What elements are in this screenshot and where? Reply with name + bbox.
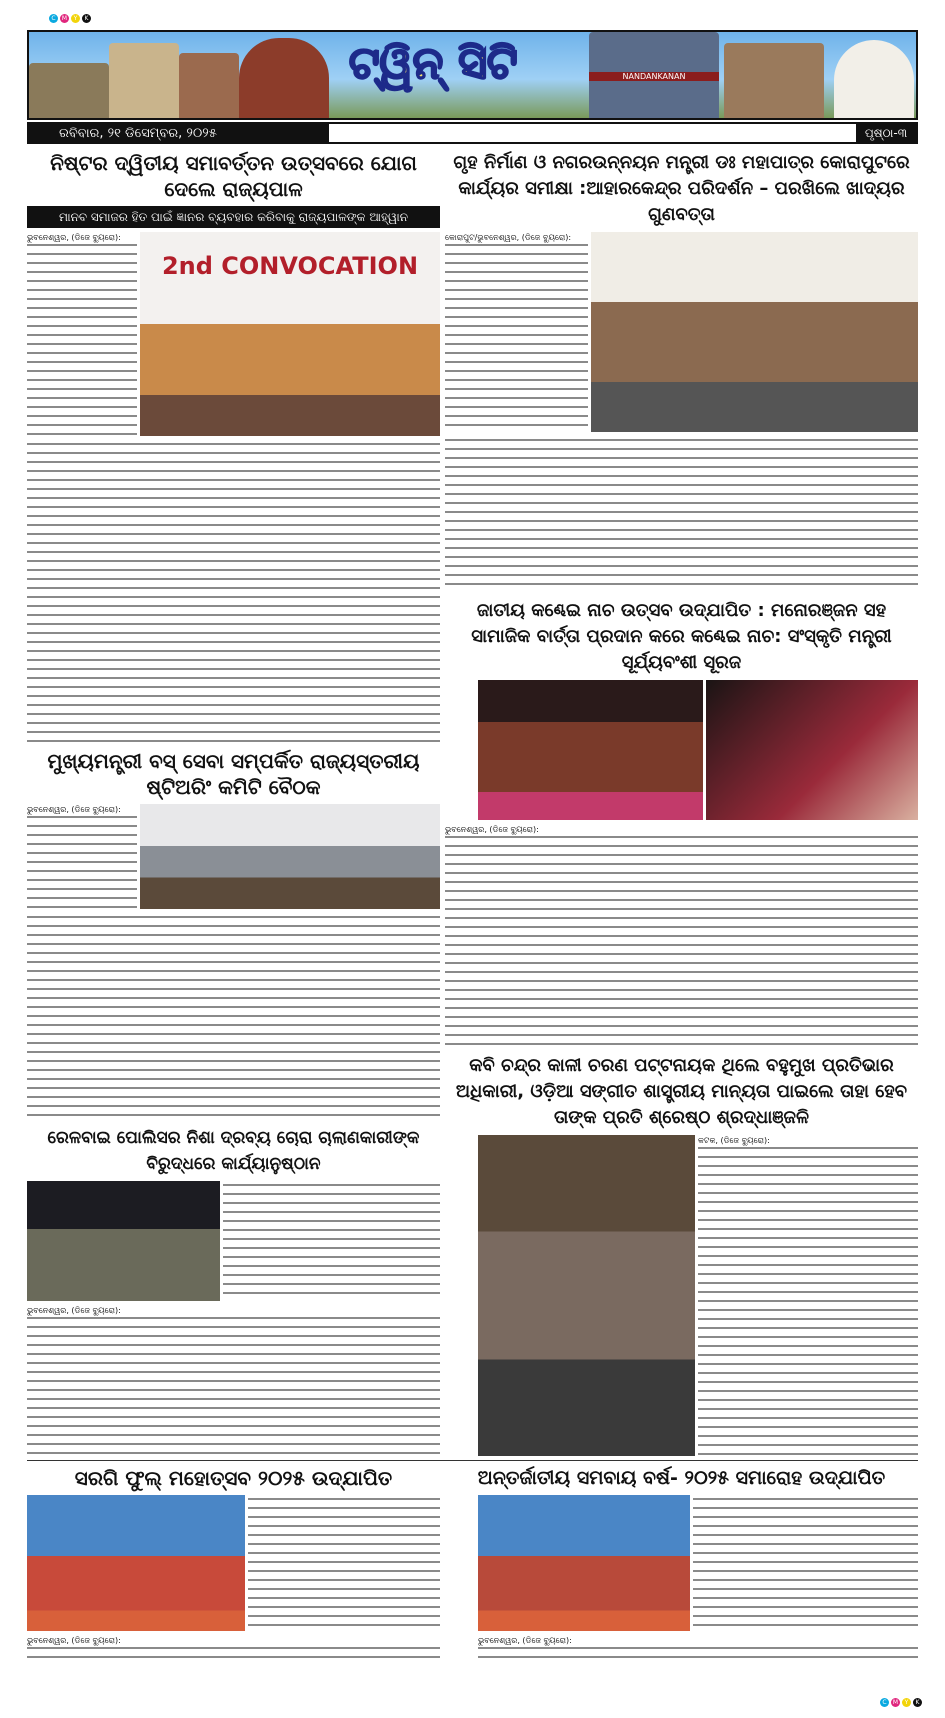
magenta-mark: M <box>892 1699 899 1706</box>
jagannath-temple-photo <box>239 38 329 118</box>
article-text <box>698 1135 918 1456</box>
headline: ମୁଖ୍ୟମନ୍ତ୍ରୀ ବସ୍ ସେବା ସମ୍ପର୍କିତ ରାଜ୍ୟସ୍ତରୀୟ ଷ୍ଟିଅରିଂ କମିଟି ବୈଠକ <box>47 749 420 799</box>
tribute-event-photo <box>478 1135 695 1456</box>
masthead-banner <box>27 30 918 120</box>
railway-police-photo <box>27 1181 220 1301</box>
black-mark: K <box>82 14 91 23</box>
dateline: ଭୁବନେଶ୍ୱର, (ଡିଜେ ବ୍ୟୁରୋ): <box>27 804 137 815</box>
article-text <box>223 1181 440 1301</box>
article-saragi-festival <box>27 1465 440 1665</box>
dateline: ଭୁବନେଶ୍ୱର, (ଡିଜେ ବ୍ୟୁରୋ): <box>478 1635 918 1646</box>
article-text <box>27 440 440 743</box>
shanti-stupa-photo <box>834 40 914 118</box>
dateline: ଭୁବନେଶ୍ୱର, (ଡିଜେ ବ୍ୟୁରୋ): <box>445 824 918 835</box>
article-puppet-festival <box>445 598 918 1048</box>
photo-caption-text: 2nd CONVOCATION <box>161 252 419 280</box>
article-text <box>445 436 918 592</box>
nandankanan-sign: NANDANKANAN <box>589 72 719 81</box>
article-convocation <box>27 150 440 743</box>
article-text <box>478 1635 918 1665</box>
date-bar <box>27 122 918 144</box>
article-text <box>248 1495 440 1631</box>
print-registration-marks-bottom <box>880 1698 922 1707</box>
article-text <box>445 824 918 1048</box>
article-cooperative-year <box>445 1465 918 1665</box>
masthead-title: ଟ୍ୱିନ୍ ସିଟି <box>349 38 518 89</box>
headline: ଜାତୀୟ କଣ୍ଢେଇ ନାଚ ଉତ୍ସବ ଉଦ୍ଯାପିତ : ମନୋରଞ୍ଜନ ସହ ସାମାଜିକ ବାର୍ତ୍ତା ପ୍ରଦାନ କରେ କଣ୍ଢେଇ ନାଚ: ସଂସ୍କୃତି ମନ୍ତ୍ରୀ ସୂର୍ଯ୍ୟବଂଶୀ ସୂରଜ <box>471 600 892 673</box>
article-text <box>27 804 137 909</box>
article-minister-koraput <box>445 150 918 592</box>
dateline: ଭୁବନେଶ୍ୱର, (ଡିଜେ ବ୍ୟୁରୋ): <box>27 232 137 243</box>
cooperative-year-photo <box>478 1495 690 1631</box>
headline: ସରଗି ଫୁଲ୍ ମହୋତ୍ସବ ୨୦୨୫ ଉଦ୍ଯାପିତ <box>74 1466 393 1490</box>
divider <box>27 1460 918 1461</box>
article-text <box>27 232 137 436</box>
dateline: କୋରାପୁଟ/ଭୁବନେଶ୍ୱର, (ଡିଜେ ବ୍ୟୁରୋ): <box>445 232 588 243</box>
lingaraj-temple-photo <box>724 43 824 118</box>
cyan-mark: C <box>880 1698 889 1707</box>
headline: କବି ଚନ୍ଦ୍ର କାଳୀ ଚରଣ ପଟ୍ଟନାୟକ ଥିଲେ ବହୁମୁଖ ପ୍ରତିଭାର ଅଧିକାରୀ, ଓଡ଼ିଆ ସଙ୍ଗୀତ ଶାସ୍ତ୍ରୀୟ ମାନ୍ୟତା ପାଇଲେ ତାହା ହେବ ତାଙ୍କ ପ୍ରତି ଶ୍ରେଷ୍ଠ ଶ୍ରଦ୍ଧାଞ୍ଜଳି <box>455 1055 908 1128</box>
headline: ନିଷ୍ଟର ଦ୍ୱିତୀୟ ସମାବର୍ତ୍ତନ ଉତ୍ସବରେ ଯୋଗ ଦେଲେ ରାଜ୍ୟପାଳ <box>50 151 417 201</box>
article-text <box>27 1305 440 1456</box>
fort-photo <box>29 63 109 118</box>
article-text <box>27 913 440 1120</box>
yellow-mark: Y <box>902 1698 911 1707</box>
headline: ଗୃହ ନିର୍ମାଣ ଓ ନଗରଉନ୍ନୟନ ମନ୍ତ୍ରୀ ଡଃ ମହାପାତ୍ର କୋରାପୁଟରେ କାର୍ଯ୍ୟର ସମୀକ୍ଷା :ଆହାରକେନ୍ଦ୍ର ପରିଦର୍ଶନ – ପରଖିଲେ ଖାଦ୍ୟର ଗୁଣବତ୍ତା <box>453 152 910 225</box>
yellow-mark: Y <box>71 14 80 23</box>
headline: ରେଳବାଇ ପୋଲିସର ନିଶା ଦ୍ରବ୍ୟ ଚୋରା ଚାଲାଣକାରୀଙ୍କ ବିରୁଦ୍ଧରେ କାର୍ଯ୍ୟାନୁଷ୍ଠାନ <box>47 1128 420 1174</box>
article-bus-service-meeting <box>27 748 440 1120</box>
convocation-photo <box>140 232 440 436</box>
black-mark: K <box>913 1698 922 1707</box>
cyan-mark: C <box>49 14 58 23</box>
dateline: କଟକ, (ଡିଜେ ବ୍ୟୁରୋ): <box>698 1135 918 1146</box>
saragi-festival-photo <box>27 1495 245 1631</box>
print-registration-marks <box>49 14 91 23</box>
temple-photo <box>109 43 179 118</box>
subheadline: ମାନବ ସମାଜର ହିତ ପାଇଁ ଜ୍ଞାନର ବ୍ୟବହାର କରିବାକୁ ରାଜ୍ୟପାଳଙ୍କ ଆହ୍ୱାନ <box>27 206 440 228</box>
page-number: ପୃଷ୍ଠା-୩ <box>856 124 916 142</box>
minister-inspection-photo <box>591 232 918 432</box>
meeting-photo <box>140 804 440 909</box>
temple-photo <box>179 53 239 118</box>
article-text <box>693 1495 918 1631</box>
article-text <box>27 1635 440 1665</box>
article-text <box>445 232 588 432</box>
headline: ଅନ୍ତର୍ଜାତୀୟ ସମବାୟ ବର୍ଷ- ୨୦୨୫ ସମାରୋହ ଉଦ୍ଯାପିତ <box>477 1467 886 1489</box>
article-railway-police <box>27 1125 440 1456</box>
article-poet-tribute <box>445 1053 918 1456</box>
issue-date: ରବିବାର, ୨୧ ଡିସେମ୍ବର, ୨୦୨୫ <box>29 124 329 142</box>
puppet-festival-stage-photo <box>478 680 703 820</box>
puppet-show-photo <box>706 680 918 820</box>
dateline: ଭୁବନେଶ୍ୱର, (ଡିଜେ ବ୍ୟୁରୋ): <box>27 1305 440 1316</box>
dateline: ଭୁବନେଶ୍ୱର, (ଡିଜେ ବ୍ୟୁରୋ): <box>27 1635 440 1646</box>
nandankanan-photo <box>589 32 719 118</box>
magenta-mark: M <box>61 15 68 22</box>
